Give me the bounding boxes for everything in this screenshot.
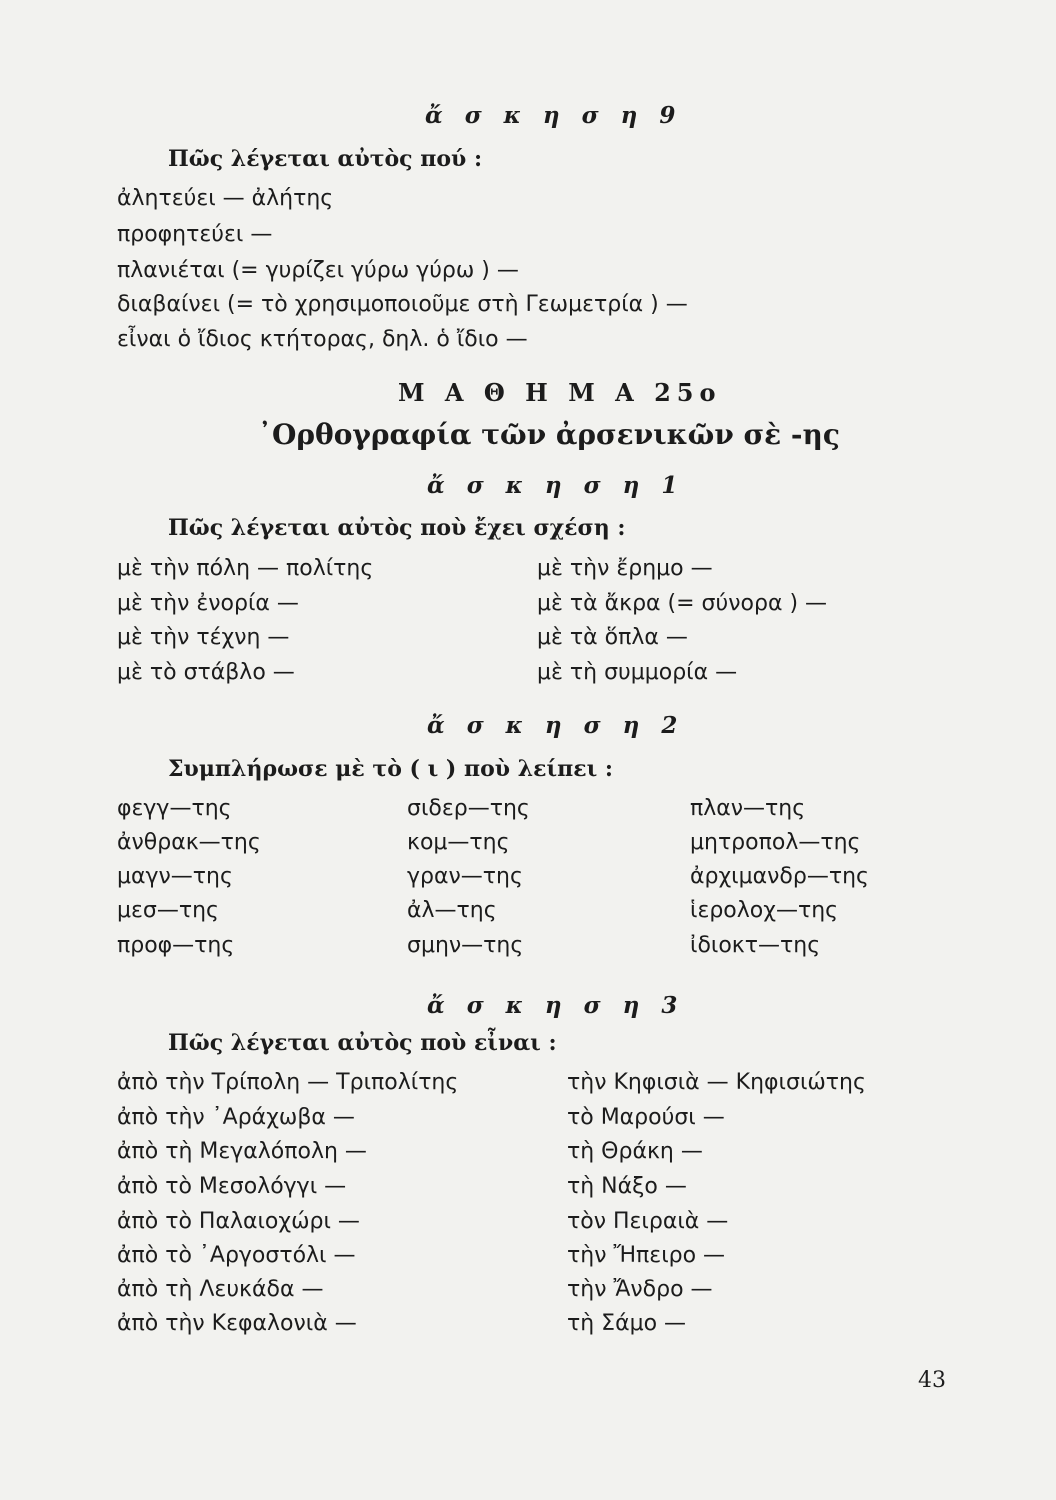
exercise-3-question: Πῶς λέγεται αὐτὸς ποὺ εἶναι :: [168, 1030, 557, 1056]
exercise-2-col3-item: μητροπολ—της: [690, 830, 861, 855]
exercise-3-left-item: ἀπὸ τὴν ᾿Αράχωβα —: [117, 1105, 355, 1130]
exercise-2-question: Συμπλήρωσε μὲ τὸ ( ι ) ποὺ λείπει :: [168, 756, 614, 782]
exercise-1-left-item: μὲ τὴν πόλη — πολίτης: [117, 556, 374, 581]
exercise-3-left-item: ἀπὸ τὸ Παλαιοχώρι —: [117, 1209, 360, 1234]
lesson-title: ᾿Ορθογραφία τῶν ἀρσενικῶν σὲ -ης: [258, 418, 840, 451]
exercise-1-heading: ἄ σ κ η σ η 1: [427, 472, 685, 499]
exercise-3-left-item: ἀπὸ τὸ Μεσολόγγι —: [117, 1174, 347, 1199]
exercise-1-right-item: μὲ τὰ ὅπλα —: [537, 625, 688, 650]
exercise-2-col1-item: ἀνθρακ—της: [117, 830, 261, 855]
exercise-2-col2-item: ἀλ—της: [407, 898, 497, 923]
exercise-3-left-item: ἀπὸ τὴ Λευκάδα —: [117, 1277, 324, 1302]
exercise-1-right-item: μὲ τὴ συμμορία —: [537, 660, 738, 685]
exercise-2-col2-item: γραν—της: [407, 864, 523, 889]
exercise-1-left-item: μὲ τὴν ἐνορία —: [117, 591, 299, 616]
exercise-3-right-item: τὴν Ἤπειρο —: [567, 1243, 726, 1268]
page-number: 43: [918, 1368, 946, 1393]
exercise-2-col3-item: πλαν—της: [690, 796, 806, 821]
exercise-3-left-item: ἀπὸ τὸ ᾿Αργοστόλι —: [117, 1243, 356, 1268]
lesson-number: Μ Α Θ Η Μ Α 25ο: [398, 378, 722, 407]
exercise-9-heading: ἄ σ κ η σ η 9: [425, 102, 683, 129]
exercise-9-line: πλανιέται (= γυρίζει γύρω γύρω ) —: [117, 258, 519, 283]
exercise-9-line: προφητεύει —: [117, 222, 273, 247]
exercise-9-line: ἀλητεύει — ἀλήτης: [117, 186, 334, 211]
exercise-2-col2-item: κομ—της: [407, 830, 510, 855]
exercise-3-left-item: ἀπὸ τὴ Μεγαλόπολη —: [117, 1139, 367, 1164]
exercise-2-col3-item: ἰδιοκτ—της: [690, 933, 821, 958]
exercise-3-right-item: τὴν Κηφισιὰ — Κηφισιώτης: [567, 1070, 866, 1095]
exercise-2-col2-item: σμην—της: [407, 933, 524, 958]
exercise-1-left-item: μὲ τὴν τέχνη —: [117, 625, 290, 650]
exercise-3-right-item: τὴ Θράκη —: [567, 1139, 703, 1164]
exercise-3-left-item: ἀπὸ τὴν Κεφαλονιὰ —: [117, 1311, 357, 1336]
exercise-2-col3-item: ἀρχιμανδρ—της: [690, 864, 869, 889]
exercise-2-col3-item: ἱερολοχ—της: [690, 898, 839, 923]
exercise-2-col2-item: σιδερ—της: [407, 796, 530, 821]
exercise-1-right-item: μὲ τὰ ἄκρα (= σύνορα ) —: [537, 591, 828, 616]
exercise-9-question: Πῶς λέγεται αὐτὸς πού :: [168, 146, 483, 172]
exercise-3-right-item: τὴ Νάξο —: [567, 1174, 687, 1199]
exercise-3-right-item: τὸν Πειραιὰ —: [567, 1209, 729, 1234]
exercise-9-line: διαβαίνει (= τὸ χρησιμοποιοῦμε στὴ Γεωμετρία ) —: [117, 292, 688, 317]
exercise-2-col1-item: μεσ—της: [117, 898, 219, 923]
exercise-2-col1-item: προφ—της: [117, 933, 235, 958]
exercise-9-line: εἶναι ὁ ἴδιος κτήτορας, δηλ. ὁ ἴδιο —: [117, 327, 528, 352]
exercise-1-left-item: μὲ τὸ στάβλο —: [117, 660, 295, 685]
exercise-3-heading: ἄ σ κ η σ η 3: [427, 992, 685, 1019]
exercise-1-right-item: μὲ τὴν ἔρημο —: [537, 556, 713, 581]
exercise-1-question: Πῶς λέγεται αὐτὸς ποὺ ἔχει σχέση :: [168, 515, 626, 541]
exercise-3-right-item: τὸ Μαρούσι —: [567, 1105, 725, 1130]
exercise-2-col1-item: μαγν—της: [117, 864, 233, 889]
exercise-2-heading: ἄ σ κ η σ η 2: [427, 712, 685, 739]
exercise-3-right-item: τὴ Σάμο —: [567, 1311, 687, 1336]
bleed-through-text: [110, 98, 116, 122]
exercise-3-right-item: τὴν Ἄνδρο —: [567, 1277, 713, 1302]
exercise-2-col1-item: φεγγ—της: [117, 796, 232, 821]
exercise-3-left-item: ἀπὸ τὴν Τρίπολη — Τριπολίτης: [117, 1070, 459, 1095]
